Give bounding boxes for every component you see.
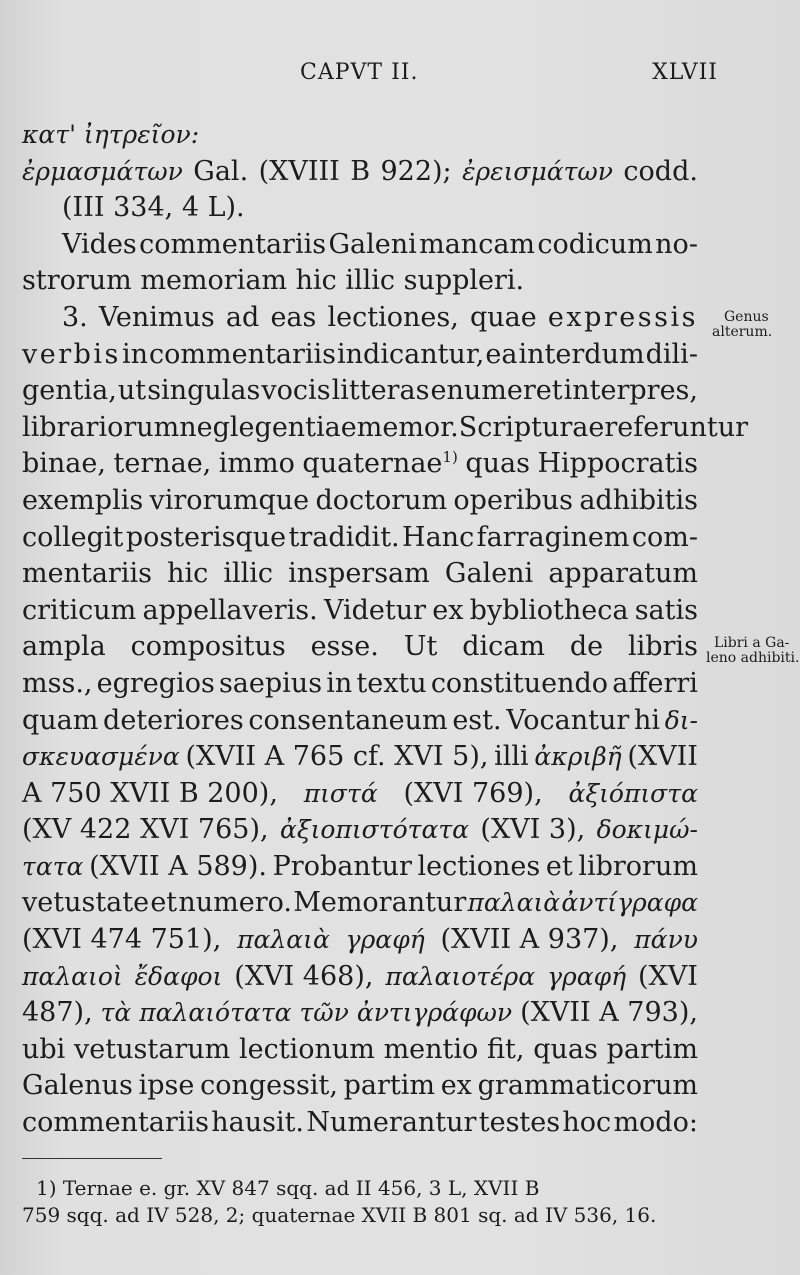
greek-word: δοκιμώ- bbox=[596, 815, 698, 845]
latin-word: mss., bbox=[22, 667, 93, 699]
text-line bbox=[22, 227, 698, 264]
margin-note-libri-line2: leno adhibiti. bbox=[706, 650, 800, 666]
latin-word: (XVII A 589). bbox=[89, 850, 267, 882]
greek-word: παλαιοὶ bbox=[22, 961, 123, 991]
text-line bbox=[22, 520, 698, 557]
latin-word: strorum memoriam hic illic suppleri. bbox=[22, 265, 525, 297]
margin-note-libri-line1: Libri a Ga- bbox=[714, 635, 790, 651]
latin-word: in bbox=[326, 667, 353, 699]
greek-word: τατα bbox=[22, 851, 84, 881]
latin-word: litteras bbox=[331, 375, 430, 407]
latin-word: (XVI 3), bbox=[480, 814, 586, 846]
latin-word: Ut bbox=[403, 631, 438, 663]
greek-word: ἀξιόπιστα bbox=[568, 778, 698, 808]
footnote-segment: quaternae XVII B 801 sq. bbox=[251, 1203, 508, 1227]
latin-word: gentia, bbox=[22, 375, 117, 407]
text-line bbox=[22, 776, 698, 813]
latin-word: hi bbox=[633, 704, 661, 736]
footnote-segment: 759 sqq. ad IV 528, 2; bbox=[22, 1203, 246, 1227]
greek-word: γραφή bbox=[345, 925, 425, 955]
latin-word: constituendo bbox=[430, 667, 609, 699]
latin-word: Scripturae bbox=[458, 411, 605, 443]
latin-word: partim bbox=[606, 1033, 698, 1065]
latin-word: dicam bbox=[462, 631, 545, 663]
running-header bbox=[0, 60, 800, 94]
latin-word: lectiones bbox=[417, 850, 541, 882]
latin-word: Galeni bbox=[444, 558, 534, 590]
greek-word: ἀντίγραφα bbox=[561, 888, 698, 918]
text-line bbox=[22, 556, 698, 593]
latin-word: expressis bbox=[547, 301, 698, 333]
latin-word: codd. bbox=[623, 155, 698, 187]
latin-word: (XVII bbox=[627, 741, 698, 773]
text-line bbox=[22, 739, 698, 776]
latin-word: apparatum bbox=[548, 558, 698, 590]
text-line bbox=[22, 410, 749, 447]
latin-word: ex bbox=[440, 1070, 472, 1102]
latin-word: ubi bbox=[22, 1033, 66, 1065]
text-line bbox=[22, 1068, 698, 1105]
latin-word: criticum bbox=[22, 594, 137, 626]
latin-word: codicum bbox=[537, 228, 653, 260]
text-line bbox=[22, 812, 698, 849]
latin-word: et bbox=[150, 887, 178, 919]
latin-word: quas bbox=[533, 1033, 598, 1065]
latin-word: ad bbox=[225, 301, 260, 333]
latin-word: operibus bbox=[453, 484, 574, 516]
text-line bbox=[22, 446, 698, 483]
latin-word: lectiones, bbox=[327, 301, 459, 333]
latin-word: hausit. bbox=[211, 1107, 305, 1139]
text-line bbox=[22, 885, 698, 922]
latin-word: satis bbox=[634, 594, 698, 626]
latin-word: in bbox=[121, 338, 148, 370]
latin-word: saepius bbox=[218, 667, 323, 699]
text-line bbox=[22, 703, 698, 740]
greek-word: ἐρεισμάτων bbox=[462, 156, 614, 186]
latin-word: commentariis bbox=[22, 1107, 209, 1139]
latin-word: est. bbox=[452, 704, 502, 736]
margin-note-genus-line1: Genus bbox=[724, 309, 769, 325]
latin-word: Venimus bbox=[98, 301, 215, 333]
latin-word: indicantur, bbox=[337, 338, 485, 370]
latin-word: A 750 XVII B 200), bbox=[22, 777, 278, 809]
greek-word: ἀντιγράφων bbox=[356, 998, 513, 1028]
latin-word: esse. bbox=[310, 631, 379, 663]
latin-word: 3. bbox=[62, 301, 88, 333]
latin-word: Probantur bbox=[272, 850, 412, 882]
latin-word: lectionum bbox=[238, 1033, 375, 1065]
latin-word: Gal. bbox=[193, 155, 249, 187]
text-line bbox=[22, 263, 698, 300]
greek-word: πιστά bbox=[303, 778, 378, 808]
text-line bbox=[22, 959, 698, 996]
latin-word: ex bbox=[432, 594, 464, 626]
latin-word: partim bbox=[343, 1070, 435, 1102]
text-line bbox=[22, 849, 698, 886]
latin-word: textu bbox=[356, 667, 427, 699]
margin-note-genus bbox=[712, 310, 772, 340]
latin-word: mancam bbox=[419, 228, 536, 260]
latin-word: quaternae$^{1)}$ bbox=[302, 448, 458, 480]
latin-word: (XVIII bbox=[258, 155, 340, 187]
latin-word: Galeni bbox=[328, 228, 417, 260]
latin-word: (XVII A 937), bbox=[440, 924, 619, 956]
text-line bbox=[22, 629, 698, 666]
latin-word: verbis bbox=[22, 338, 121, 370]
latin-word: vetustate bbox=[22, 887, 150, 919]
latin-word: singulas bbox=[147, 375, 261, 407]
greek-word: ἔδαφοι bbox=[134, 961, 223, 991]
text-line bbox=[22, 337, 698, 374]
footnote-line bbox=[22, 1202, 698, 1229]
greek-word: παλαιοτέρα bbox=[385, 961, 536, 991]
latin-word: (XVII A 793), bbox=[520, 997, 698, 1029]
greek-word: παλαιὰ bbox=[237, 925, 330, 955]
text-line bbox=[22, 1032, 698, 1069]
latin-word: referuntur bbox=[604, 411, 749, 443]
latin-word: (XVII A 765 cf. XVI 5), bbox=[185, 741, 489, 773]
greek-word: κατ' ἰητρεῖον: bbox=[22, 120, 200, 149]
latin-word: (XV 422 XVI 765), bbox=[22, 814, 269, 846]
latin-word: grammaticorum bbox=[477, 1070, 698, 1102]
latin-word: virorumque bbox=[149, 484, 310, 516]
greek-word: γραφή bbox=[547, 961, 627, 991]
latin-word: Galenus bbox=[22, 1070, 133, 1102]
latin-word: doctorum bbox=[315, 484, 448, 516]
latin-word: hic bbox=[167, 558, 209, 590]
latin-word: afferri bbox=[612, 667, 698, 699]
latin-word: memor. bbox=[356, 411, 459, 443]
greek-word: παλαιὰ bbox=[467, 888, 561, 918]
latin-word: ut bbox=[117, 375, 147, 407]
latin-word: interpres, bbox=[563, 375, 698, 407]
latin-word: librorum bbox=[578, 850, 698, 882]
latin-word: librariorum bbox=[22, 411, 180, 443]
latin-word: no- bbox=[655, 228, 698, 260]
latin-word: (XVI bbox=[638, 960, 698, 992]
greek-word: ἀκριβῆ bbox=[534, 742, 622, 772]
latin-word: tradidit. bbox=[288, 521, 400, 553]
latin-word: de bbox=[569, 631, 604, 663]
greek-word: ἐρμασμάτων bbox=[22, 156, 183, 186]
text-line bbox=[22, 1105, 698, 1142]
latin-word: congessit, bbox=[200, 1070, 338, 1102]
latin-word: testes bbox=[478, 1107, 561, 1139]
margin-note-genus-line2: alterum. bbox=[712, 324, 773, 340]
latin-word: vocis bbox=[261, 375, 331, 407]
text-line bbox=[22, 593, 698, 630]
latin-word: et bbox=[545, 850, 573, 882]
footnote-line bbox=[22, 1175, 698, 1202]
latin-word: compositus bbox=[130, 631, 286, 663]
latin-word: posterisque bbox=[125, 521, 287, 553]
footnote-segment: 1) Ternae e. gr. XV 847 sqq. bbox=[36, 1176, 319, 1200]
greek-word: τὰ bbox=[100, 998, 132, 1028]
latin-word: modo: bbox=[613, 1107, 698, 1139]
latin-word: Videtur bbox=[323, 594, 427, 626]
latin-word: ipse bbox=[138, 1070, 195, 1102]
latin-word: egregios bbox=[96, 667, 215, 699]
latin-word: adhibitis bbox=[579, 484, 698, 516]
latin-word: Vides bbox=[62, 228, 137, 260]
latin-word: 922); bbox=[380, 155, 452, 187]
latin-word: quas bbox=[465, 448, 530, 480]
latin-word: com- bbox=[631, 521, 698, 553]
latin-word: farraginem bbox=[476, 521, 630, 553]
text-line bbox=[22, 483, 698, 520]
latin-word: bybliotheca bbox=[469, 594, 629, 626]
latin-word: mentariis bbox=[22, 558, 152, 590]
latin-word: interdum bbox=[518, 338, 645, 370]
latin-word: eas bbox=[270, 301, 317, 333]
latin-word: Memorantur bbox=[293, 887, 467, 919]
latin-word: immo bbox=[218, 448, 295, 480]
latin-word: appellaveris. bbox=[142, 594, 318, 626]
latin-word: ampla bbox=[22, 631, 106, 663]
latin-word: Numerantur bbox=[306, 1107, 477, 1139]
text-line bbox=[22, 922, 698, 959]
latin-word: hoc bbox=[562, 1107, 612, 1139]
footnote-marker: 1) bbox=[442, 448, 458, 467]
greek-word: δι- bbox=[664, 705, 698, 735]
latin-word: exemplis bbox=[22, 484, 144, 516]
latin-word: commentariis bbox=[139, 228, 327, 260]
latin-word: Vocantur bbox=[506, 704, 630, 736]
latin-word: enumeret bbox=[430, 375, 563, 407]
latin-word: illi bbox=[494, 741, 529, 773]
latin-word: ternae, bbox=[113, 448, 212, 480]
text-line bbox=[22, 300, 698, 337]
text-line bbox=[22, 373, 698, 410]
greek-word: πάνυ bbox=[634, 925, 698, 955]
greek-word: σκευασμένα bbox=[22, 742, 180, 772]
latin-word: neglegentiae bbox=[179, 411, 357, 443]
text-line bbox=[22, 117, 698, 154]
latin-word: quam bbox=[22, 704, 99, 736]
latin-word: Hanc bbox=[402, 521, 475, 553]
latin-word: consentaneum bbox=[248, 704, 448, 736]
latin-word: ea bbox=[485, 338, 518, 370]
latin-word: dili- bbox=[645, 338, 698, 370]
footnote-segment: XVII B bbox=[473, 1176, 540, 1200]
latin-word: numero. bbox=[178, 887, 292, 919]
text-line bbox=[22, 154, 698, 191]
latin-word: (III 334, 4 L). bbox=[62, 192, 245, 224]
latin-word: libris bbox=[627, 631, 698, 663]
latin-word: commentariis bbox=[149, 338, 336, 370]
footnote-segment: ad II 456, 3 L, bbox=[324, 1176, 468, 1200]
latin-word: deteriores bbox=[103, 704, 244, 736]
greek-word: παλαιότατα bbox=[139, 998, 292, 1028]
latin-word: vetustarum bbox=[74, 1033, 231, 1065]
text-line bbox=[22, 666, 698, 703]
latin-word: B bbox=[350, 155, 371, 187]
footnote bbox=[22, 1175, 698, 1229]
latin-word: fit, bbox=[487, 1033, 525, 1065]
text-line bbox=[22, 190, 698, 227]
footnote-rule bbox=[22, 1158, 162, 1159]
text-line bbox=[22, 995, 698, 1032]
latin-word: inspersam bbox=[288, 558, 430, 590]
footnote-segment: ad IV 536, 16. bbox=[513, 1203, 657, 1227]
latin-word: binae, bbox=[22, 448, 106, 480]
latin-word: Hippocratis bbox=[537, 448, 698, 480]
greek-word: ἀξιοπιστότατα bbox=[279, 815, 470, 845]
margin-note-libri bbox=[706, 636, 799, 666]
latin-word: (XVI 468), bbox=[234, 960, 374, 992]
page-number: XLVII bbox=[652, 60, 718, 85]
latin-word: quae bbox=[469, 301, 537, 333]
latin-word: mentio bbox=[383, 1033, 479, 1065]
latin-word: 487), bbox=[22, 997, 93, 1029]
latin-word: (XVI 769), bbox=[403, 777, 543, 809]
latin-word: illic bbox=[223, 558, 274, 590]
latin-word: collegit bbox=[22, 521, 124, 553]
running-title: CAPVT II. bbox=[300, 60, 419, 85]
greek-word: τῶν bbox=[299, 998, 349, 1028]
latin-word: (XVI 474 751), bbox=[22, 924, 222, 956]
